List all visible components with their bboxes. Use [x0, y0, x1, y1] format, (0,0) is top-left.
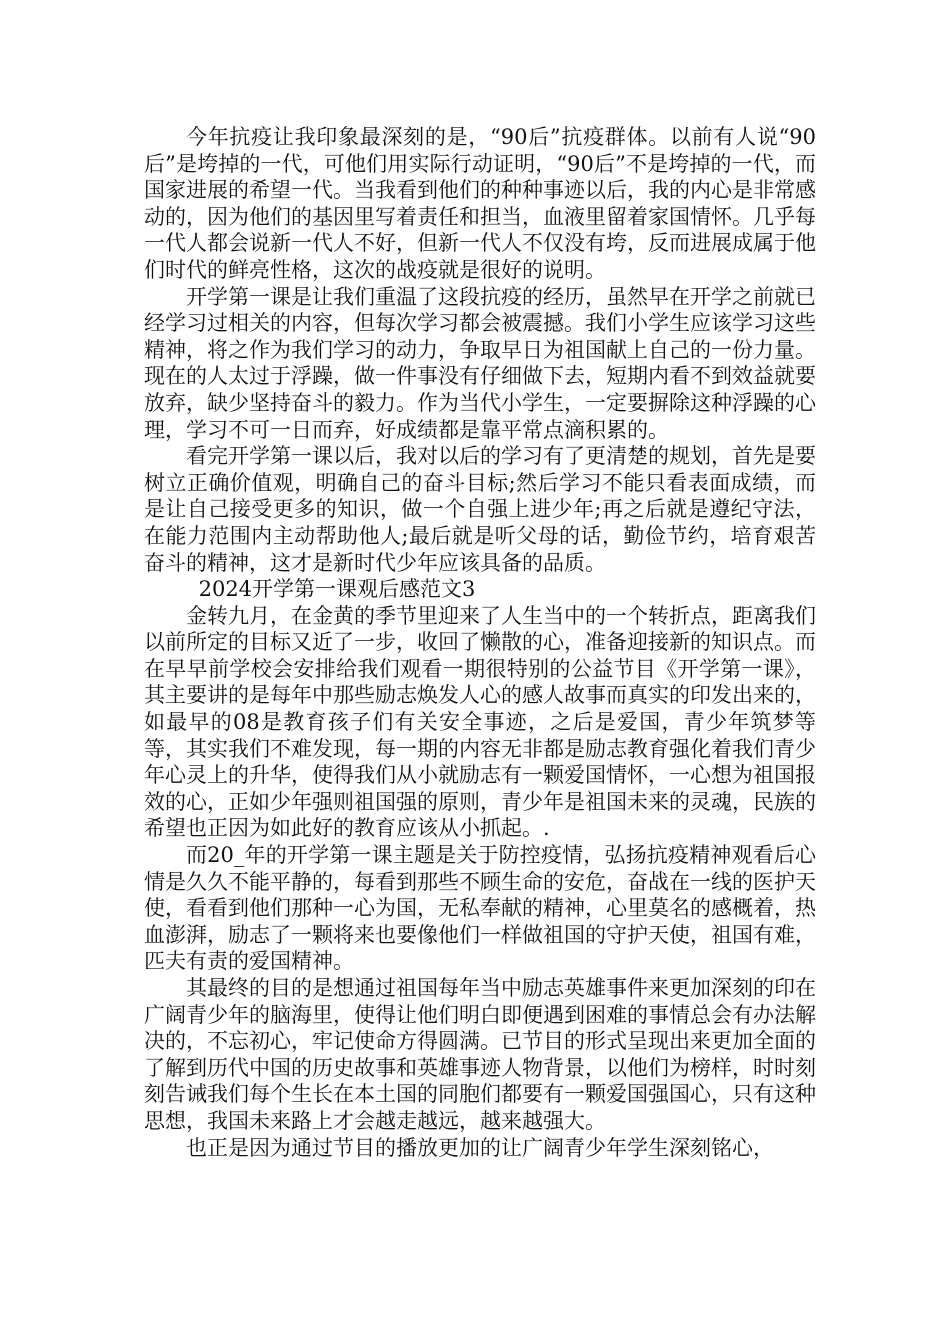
paragraph-first-lesson-review: 开学第一课是让我们重温了这段抗疫的经历，虽然早在开学之前就已经学习过相关的内容，但每次学习都会被震撼。我们小学生应该学习这些精神，将之作为我们学习的动力，争取早日为祖国献上自己的一份力量。现在的人太过于浮躁，做一件事没有仔细做下去，短期内看不到效益就要放弃，缺少坚持奋斗的毅力。作为当代小学生，一定要摒除这种浮躁的心理，学习不可一日而弃，好成绩都是靠平常点滴积累的。: [144, 284, 816, 442]
paragraph-covid-90s: 今年抗疫让我印象最深刻的是，“90后”抗疫群体。以前有人说“90后”是垮掉的一代，可他们用实际行动证明，“90后”不是垮掉的一代，而国家进展的希望一代。当我看到他们的种种事迹以后，我的内心是非常感动的，因为他们的基因里写着责任和担当，血液里留着家国情怀。几乎每一代人都会说新一代人不好，但新一代人不仅没有垮，反而进展成属于他们时代的鲜亮性格，这次的战疫就是很好的说明。: [144, 125, 816, 282]
paragraph-continuation: 也正是因为通过节目的播放更加的让广阔青少年学生深刻铭心，: [186, 1135, 774, 1160]
paragraph-epidemic-theme: 而20_年的开学第一课主题是关于防控疫情，弘扬抗疫精神观看后心情是久久不能平静的，每看到那些不顾生命的安危，奋战在一线的医护天使，看看到他们那种一心为国，无私奉献的精神，心里莫名的感概着，热血澎湃，励志了一颗将来也要像他们一样做祖国的守护天使，祖国有难，匹夫有责的爱国精神。: [144, 843, 816, 974]
paragraph-golden-september: 金转九月，在金黄的季节里迎来了人生当中的一个转折点，距离我们以前所定的目标又近了一步，收回了懒散的心，准备迎接新的知识点。而在早早前学校会安排给我们观看一期很特别的公益节目《开学第一课》，其主要讲的是每年中那些励志焕发人心的感人故事而真实的印发出来的，如最早的08是教育孩子们有关安全事迹，之后是爱国，青少年筑梦等等，其实我们不难发现，每一期的内容无非都是励志教育强化着我们青少年心灵上的升华，使得我们从小就励志有一颗爱国情怀，一心想为祖国报效的心，正如少年强则祖国强的原则，青少年是祖国未来的灵魂，民族的希望也正因为如此好的教育应该从小抓起。.: [144, 603, 816, 841]
paragraph-study-plan: 看完开学第一课以后，我对以后的学习有了更清楚的规划，首先是要树立正确价值观，明确自己的奋斗目标;然后学习不能只看表面成绩，而是让自己接受更多的知识，做一个自强上进少年;再之后就是遵纪守法，在能力范围内主动帮助他人;最后就是听父母的话，勤俭节约，培育艰苦奋斗的精神，这才是新时代少年应该具备的品质。: [144, 444, 816, 575]
document-page: [144, 124, 816, 1161]
section-heading: 2024开学第一课观后感范文3: [198, 577, 476, 602]
paragraph-purpose: 其最终的目的是想通过祖国每年当中励志英雄事件来更加深刻的印在广阔青少年的脑海里，使得让他们明白即便遇到困难的事情总会有办法解决的，不忘初心，牢记使命方得圆满。已节目的形式呈现出来更加全面的了解到历代中国的历史故事和英雄事迹人物背景，以他们为榜样，时时刻刻告诫我们每个生长在本土国的同胞们都要有一颗爱国强国心，只有这种思想，我国未来路上才会越走越远，越来越强大。: [144, 976, 816, 1133]
